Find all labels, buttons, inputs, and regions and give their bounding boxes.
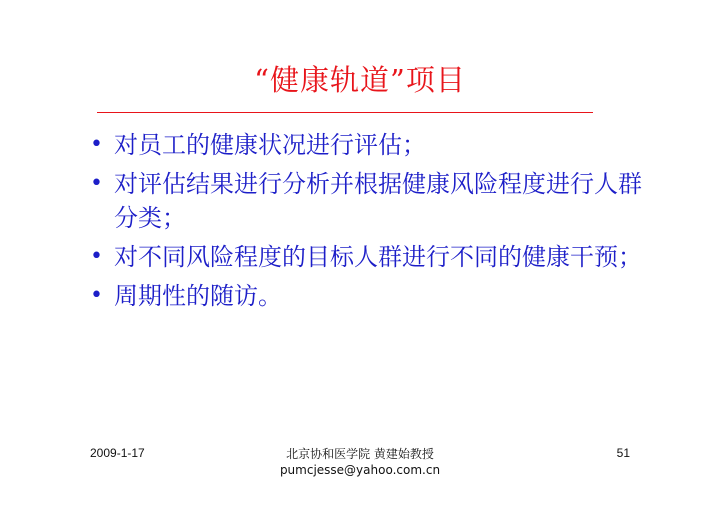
bullet-text: 对不同风险程度的目标人群进行不同的健康干预； [114, 243, 642, 271]
bullet-icon: • [90, 171, 103, 196]
bullet-item [90, 279, 650, 313]
bullet-icon: • [90, 283, 103, 308]
bullet-item [90, 240, 650, 274]
bullet-item [90, 167, 650, 235]
slide-title: “健康轨道”项目 [254, 63, 466, 97]
bullet-icon: • [90, 132, 103, 157]
bullet-icon: • [90, 244, 103, 269]
footer-institution: 北京协和医学院 黄建始教授 [286, 447, 434, 461]
bullet-item [90, 128, 650, 162]
bullet-list [90, 128, 650, 318]
footer-credit [260, 446, 460, 478]
bullet-text: 对员工的健康状况进行评估； [114, 131, 426, 159]
title-underline [97, 112, 593, 113]
footer-email: pumcjesse@yahoo.com.cn [279, 463, 441, 477]
page-number: 51 [616, 446, 630, 460]
bullet-text: 对评估结果进行分析并根据健康风险程度进行人群分类； [114, 170, 642, 232]
bullet-text: 周期性的随访。 [114, 282, 282, 310]
footer-date: 2009-1-17 [90, 446, 145, 460]
